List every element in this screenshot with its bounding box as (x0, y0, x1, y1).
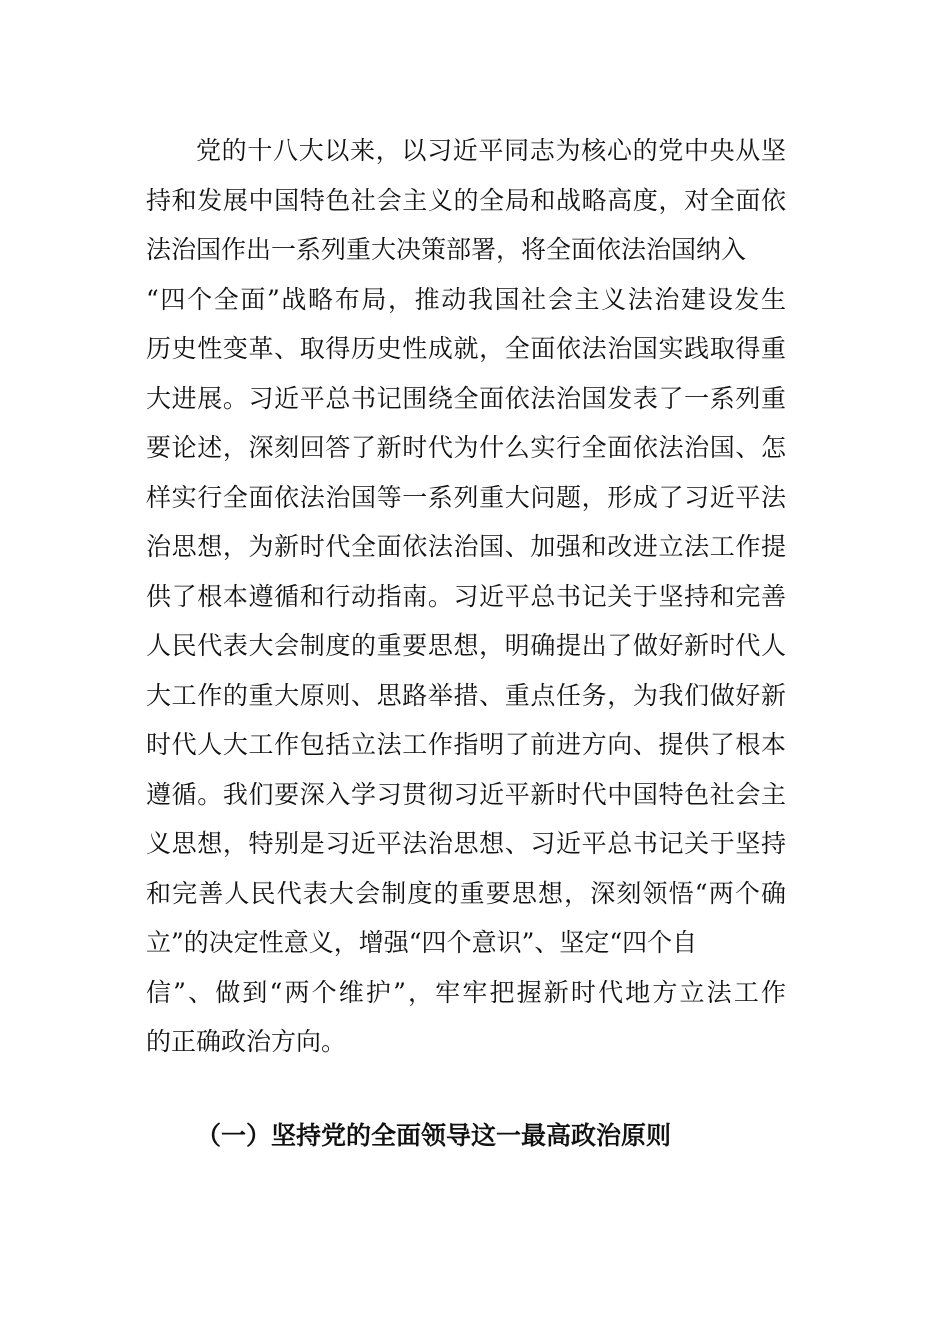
paragraph-line: 历史性变革、取得历史性成就，全面依法治国实践取得重 (146, 334, 786, 363)
paragraph-line: 时代人大工作包括立法工作指明了前进方向、提供了根本 (146, 730, 786, 759)
paragraph-line: 的正确政治方向。 (146, 1027, 347, 1056)
paragraph-line: 信”、做到“两个维护”，牢牢把握新时代地方立法工作 (146, 977, 786, 1007)
paragraph-line: 和完善人民代表大会制度的重要思想，深刻领悟“两个确 (146, 878, 786, 908)
body-paragraph (146, 126, 786, 1067)
paragraph-line: 治思想，为新时代全面依法治国、加强和改进立法工作提 (146, 532, 786, 561)
paragraph-line: “四个全面”战略布局，推动我国社会主义法治建设发生 (146, 284, 786, 314)
paragraph-line: 党的十八大以来，以习近平同志为核心的党中央从坚 (196, 136, 786, 165)
paragraph-line: 义思想，特别是习近平法治思想、习近平总书记关于坚持 (146, 829, 786, 858)
paragraph-line: 样实行全面依法治国等一系列重大问题，形成了习近平法 (146, 482, 786, 512)
section-heading: （一）坚持党的全面领导这一最高政治原则 (196, 1121, 672, 1150)
paragraph-line: 遵循。我们要深入学习贯彻习近平新时代中国特色社会主 (146, 779, 786, 809)
paragraph-line: 立”的决定性意义，增强“四个意识”、坚定“四个自 (146, 928, 698, 957)
paragraph-line: 人民代表大会制度的重要思想，明确提出了做好新时代人 (146, 631, 786, 660)
paragraph-line: 法治国作出一系列重大决策部署，将全面依法治国纳入 (146, 235, 747, 264)
paragraph-line: 要论述，深刻回答了新时代为什么实行全面依法治国、怎 (146, 433, 786, 462)
paragraph-line: 供了根本遵循和行动指南。习近平总书记关于坚持和完善 (146, 581, 786, 611)
paragraph-line: 持和发展中国特色社会主义的全局和战略高度，对全面依 (146, 185, 786, 215)
paragraph-line: 大进展。习近平总书记围绕全面依法治国发表了一系列重 (146, 383, 786, 413)
paragraph-line: 大工作的重大原则、思路举措、重点任务，为我们做好新 (146, 680, 786, 710)
